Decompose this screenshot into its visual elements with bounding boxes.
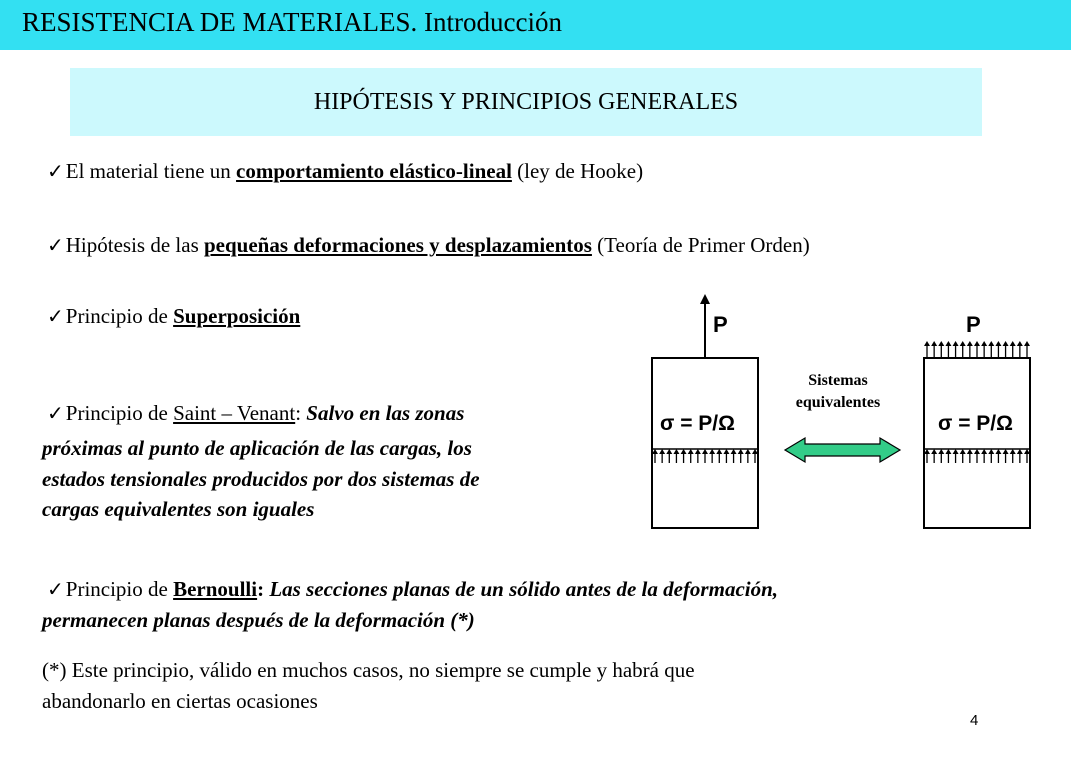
item-bern-name: Bernoulli (173, 577, 258, 601)
item-bern-colon: : (257, 577, 265, 601)
item-bern-line1: Las secciones planas de un sólido antes de la deformación, (269, 577, 779, 601)
stress-arrow-head (945, 341, 951, 346)
stress-arrow-head (931, 341, 937, 346)
item-superposition-pre: Principio de (65, 304, 174, 328)
item-sv-line4: cargas equivalentes son iguales (42, 497, 315, 521)
item-sv-name: Saint – Venant (173, 401, 296, 425)
item-elastic-emphasis: comportamiento elástico-lineal (236, 159, 512, 183)
item-elastic-post: (ley de Hooke) (511, 159, 644, 183)
right-block (924, 312, 1030, 528)
stress-arrow-head (1017, 341, 1023, 346)
stress-arrow-head (995, 341, 1001, 346)
right-load-label: P (966, 312, 981, 337)
stress-arrow-head (974, 341, 980, 346)
checkmark-icon: ✓ (47, 304, 64, 328)
stress-arrow-head (988, 341, 994, 346)
page-number: 4 (970, 712, 979, 729)
item-sv-pre: Principio de (65, 401, 174, 425)
item-sv-line3: estados tensionales producidos por dos sistemas de (42, 467, 480, 491)
item-small-post: (Teoría de Primer Orden) (591, 233, 810, 257)
checkmark-icon: ✓ (47, 159, 64, 183)
item-superposition-emphasis: Superposición (173, 304, 301, 328)
item-sv-line1: Salvo en las zonas (306, 401, 465, 425)
note-line1: (*) Este principio, válido en muchos casos, no siempre se cumple y habrá que (42, 658, 695, 682)
stress-arrow-head (1024, 341, 1030, 346)
stress-arrow-head (981, 341, 987, 346)
right-stress-label: σ = P/Ω (938, 412, 1013, 435)
left-stress-label: σ = P/Ω (660, 412, 735, 435)
right-top-arrows (924, 341, 1030, 358)
checkmark-icon: ✓ (47, 401, 64, 425)
item-small-emphasis: pequeñas deformaciones y desplazamientos (204, 233, 592, 257)
header-title: RESISTENCIA DE MATERIALES. Introducción (22, 7, 562, 37)
item-sv-colon: : (295, 401, 302, 425)
stress-arrow-head (938, 341, 944, 346)
section-title: HIPÓTESIS Y PRINCIPIOS GENERALES (313, 89, 739, 115)
stress-arrow-head (1010, 341, 1016, 346)
left-load-arrowhead (700, 294, 710, 304)
item-small-pre: Hipótesis de las (65, 233, 204, 257)
item-bern-line2: permanecen planas después de la deformación (*) (42, 608, 475, 632)
stress-arrow-head (967, 341, 973, 346)
note-line2: abandonarlo en ciertas ocasiones (42, 689, 318, 713)
equivalence-double-arrow (785, 438, 900, 462)
stress-arrow-head (960, 341, 966, 346)
item-bern-pre: Principio de (65, 577, 174, 601)
left-load-label: P (713, 312, 728, 337)
stress-arrow-head (1003, 341, 1009, 346)
stress-arrow-head (953, 341, 959, 346)
checkmark-icon: ✓ (47, 233, 64, 257)
checkmark-icon: ✓ (47, 577, 64, 601)
stress-arrow-head (924, 341, 930, 346)
item-elastic-pre: El material tiene un (65, 159, 237, 183)
item-sv-line2: próximas al punto de aplicación de las cargas, los (42, 436, 472, 460)
left-block (652, 294, 758, 528)
equivalent-systems-label: Sistemas equivalentes (795, 372, 881, 411)
